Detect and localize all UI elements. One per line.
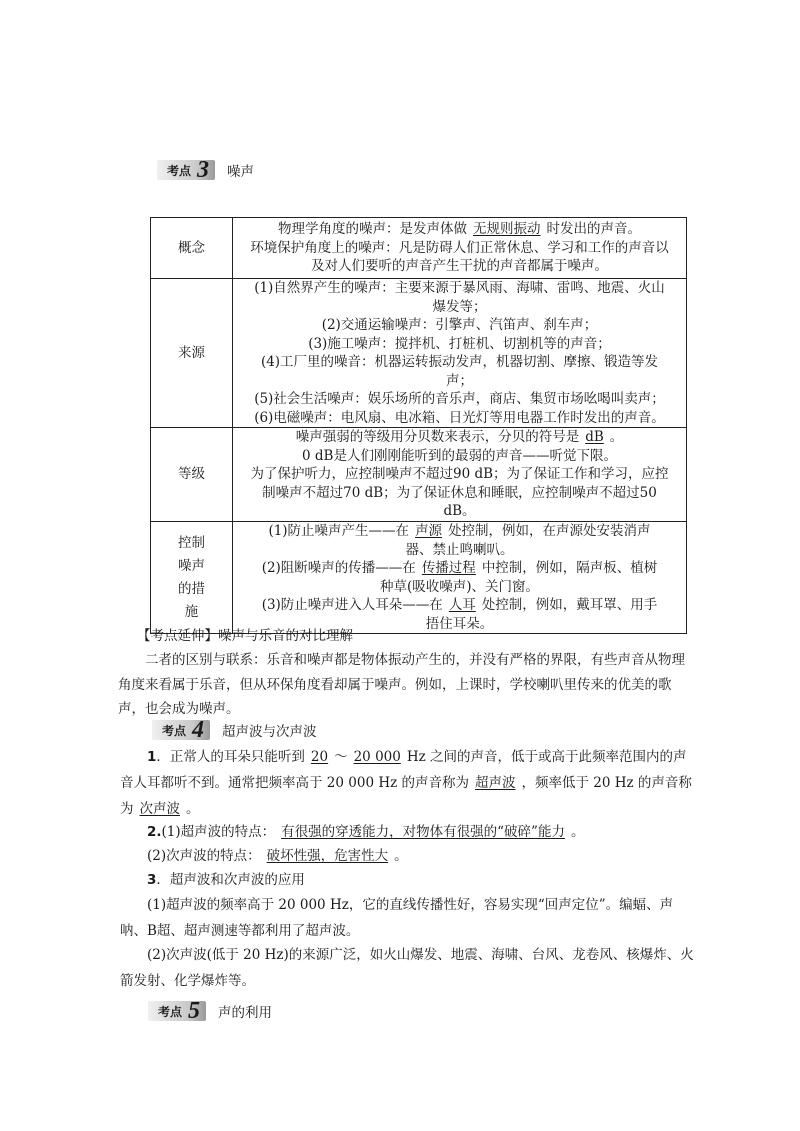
text-run: 种草(吸收噪声)、关门窗。 — [379, 578, 540, 595]
text-run: 。 — [609, 429, 624, 446]
text-run: 。 — [186, 801, 200, 817]
text-run: 环境保护角度上的噪声：凡是防碍人们正常休息、学习和工作的声音以 — [250, 239, 669, 256]
cell-line — [233, 447, 686, 466]
text-run: 时发出的声音。 — [546, 221, 641, 238]
text-run: dB。 — [443, 503, 476, 520]
table-row — [151, 522, 687, 634]
table-row — [151, 218, 687, 279]
answer-blank: 声源 — [415, 523, 443, 539]
item-2b — [120, 844, 695, 868]
cell-line — [233, 298, 686, 317]
text-run: 为了保护听力，应控制噪声不超过90 dB；为了保证工作和学习，应控 — [250, 466, 669, 483]
table-row — [151, 428, 687, 522]
kaodian-badge — [152, 717, 210, 743]
row-content — [233, 428, 687, 522]
section-header-4 — [152, 717, 317, 743]
answer-blank: 超声波 — [475, 775, 516, 791]
text-run: 声； — [446, 372, 473, 389]
cell-line — [233, 596, 686, 615]
answer-blank: 次声波 — [139, 801, 180, 817]
noise-table — [150, 217, 687, 634]
section-title: 超声波与次声波 — [222, 724, 317, 740]
cell-line — [233, 465, 686, 484]
answer-blank: 20 000 — [353, 749, 401, 765]
text-run: (4)工厂里的噪音：机器运转振动发声，机器切割、摩擦、锻造等发 — [260, 354, 659, 370]
badge-label: 考点 — [158, 1004, 183, 1019]
answer-blank: 无规则振动 — [473, 221, 541, 238]
row-label: 等级 — [151, 428, 233, 522]
item-number: 1 — [147, 749, 157, 765]
item-1 — [120, 744, 695, 822]
text-run: (3)防止噪声进入人耳朵——在 — [261, 597, 443, 613]
cell-line — [233, 279, 686, 298]
text-run: 物理学角度的噪声：是发声体做 — [278, 221, 467, 238]
cell-line — [233, 578, 686, 597]
row-content — [233, 522, 687, 634]
row-content — [233, 279, 687, 428]
row-label — [151, 522, 233, 634]
extension-text: 二者的区别与联系：乐音和噪声都是物体振动产生的，并没有严格的界限，有些声音从物理角度来看属于乐音，但从环保角度看却属于噪声。例如，上课时，学校喇叭里传来的优美的歌声，也会成为噪声。 — [118, 652, 685, 717]
cell-line — [233, 541, 686, 560]
text-run: 噪声强弱的等级用分贝数来表示，分贝的符号是 — [295, 429, 580, 446]
row-content — [233, 218, 687, 279]
answer-blank: 传播过程 — [421, 560, 476, 576]
cell-line — [233, 559, 686, 578]
answer-blank: dB — [585, 429, 604, 446]
text-run: (5)社会生活噪声：娱乐场所的音乐声，商店、集贸市场吆喝叫卖声； — [254, 391, 665, 407]
cell-line — [233, 372, 686, 391]
answer-blank: 破坏性强，危害性大 — [266, 848, 389, 864]
section-title: 声的利用 — [218, 1005, 273, 1021]
item-3b — [120, 942, 695, 994]
extension-heading: 【考点延伸】噪声与乐音的对比理解 — [137, 628, 353, 644]
text-run: (2)交通运输噪声：引擎声、汽笛声、刹车声； — [321, 317, 598, 333]
text-run: (1)超声波的特点： — [161, 824, 276, 840]
cell-line — [233, 316, 686, 335]
text-run: (1)自然界产生的噪声：主要来源于暴风雨、海啸、雷鸣、地震、火山 — [254, 280, 665, 296]
row-label: 来源 — [151, 279, 233, 428]
cell-line — [233, 522, 686, 541]
cell-line — [233, 428, 686, 447]
text-run: 处控制，例如，戴耳罩、用手 — [481, 597, 658, 613]
item-3 — [120, 868, 695, 892]
cell-line — [233, 390, 686, 409]
text-run: (2)次声波(低于 20 Hz)的来源广泛，如火山爆发、地震、海啸、台风、龙卷风、核爆炸、火箭发射、化学爆炸等。 — [120, 947, 694, 989]
text-run: 0 dB是人们刚刚能听到的最弱的声音——听觉下限。 — [302, 447, 617, 464]
text-run: (2)次声波的特点： — [147, 848, 261, 864]
text-run: ，频率低于 20 Hz 的声音称为 — [120, 775, 692, 817]
badge-number: 4 — [192, 717, 205, 743]
table-row — [151, 279, 687, 428]
item-number: 2. — [147, 824, 162, 840]
answer-blank: 人耳 — [448, 597, 476, 613]
cell-line — [233, 353, 686, 372]
row-label: 概念 — [151, 218, 233, 279]
text-run: ～ — [334, 749, 348, 765]
badge-label: 考点 — [167, 163, 192, 178]
text-run: 制噪声不超过70 dB；为了保证休息和睡眠，应控制噪声不超过50 — [262, 484, 657, 501]
text-run: (3)施工噪声：搅拌机、打桩机、切割机等的声音； — [308, 335, 611, 352]
text-run: (2)阻断噪声的传播——在 — [261, 560, 416, 576]
text-run: ．超声波和次声波的应用 — [156, 872, 305, 888]
text-run: ．正常人的耳朵只能听到 — [156, 749, 305, 765]
text-run: 中控制，例如，隔声板、植树 — [481, 560, 658, 576]
text-run: (6)电磁噪声：电风扇、电冰箱、日光灯等用电器工作时发出的声音。 — [254, 409, 665, 426]
text-run: 。 — [394, 848, 408, 864]
label-line: 施 — [184, 603, 199, 620]
label-line: 控制 — [178, 534, 205, 551]
label-line: 噪声 — [178, 557, 205, 574]
text-run: 捂住耳朵。 — [425, 615, 494, 632]
section-title: 噪声 — [227, 164, 255, 180]
text-run: Hz 之间的声音，低于或高于此频率范围内的声音人耳都听不到。通常把频率高于 20 000 Hz 的声音称为 — [120, 749, 687, 791]
kaodian-badge — [148, 998, 206, 1024]
cell-line — [233, 409, 686, 428]
text-run: 处控制，例如，在声源处安装消声 — [448, 523, 651, 539]
cell-line — [233, 335, 686, 354]
text-run: (1)超声波的频率高于 20 000 Hz，它的直线传播性好，容易实现“回声定位”。编蝠、声呐、B超、超声测速等都利用了超声波。 — [120, 897, 674, 939]
cell-line — [233, 220, 686, 239]
section-header-5 — [148, 998, 273, 1024]
cell-line — [233, 257, 686, 276]
cell-line — [233, 239, 686, 258]
item-3a — [120, 892, 695, 944]
item-number: 3 — [147, 872, 157, 888]
cell-line — [233, 502, 686, 521]
text-run: (1)防止噪声产生——在 — [268, 523, 410, 539]
text-run: 爆发等； — [432, 298, 487, 315]
answer-blank: 20 — [310, 749, 329, 765]
text-run: 。 — [570, 824, 585, 840]
badge-label: 考点 — [162, 723, 187, 738]
cell-line — [233, 484, 686, 503]
label-line: 的措 — [178, 580, 205, 597]
section-header-3 — [157, 157, 255, 183]
badge-number: 5 — [188, 998, 201, 1024]
item-2 — [120, 820, 695, 844]
text-run: 器、禁止鸣喇叭。 — [405, 541, 514, 558]
badge-number: 3 — [197, 157, 210, 183]
text-run: 及对人们要听的声音产生干扰的声音都属于噪声。 — [311, 258, 608, 275]
answer-blank: 有很强的穿透能力，对物体有很强的“破碎”能力 — [281, 824, 565, 840]
kaodian-badge — [157, 157, 215, 183]
